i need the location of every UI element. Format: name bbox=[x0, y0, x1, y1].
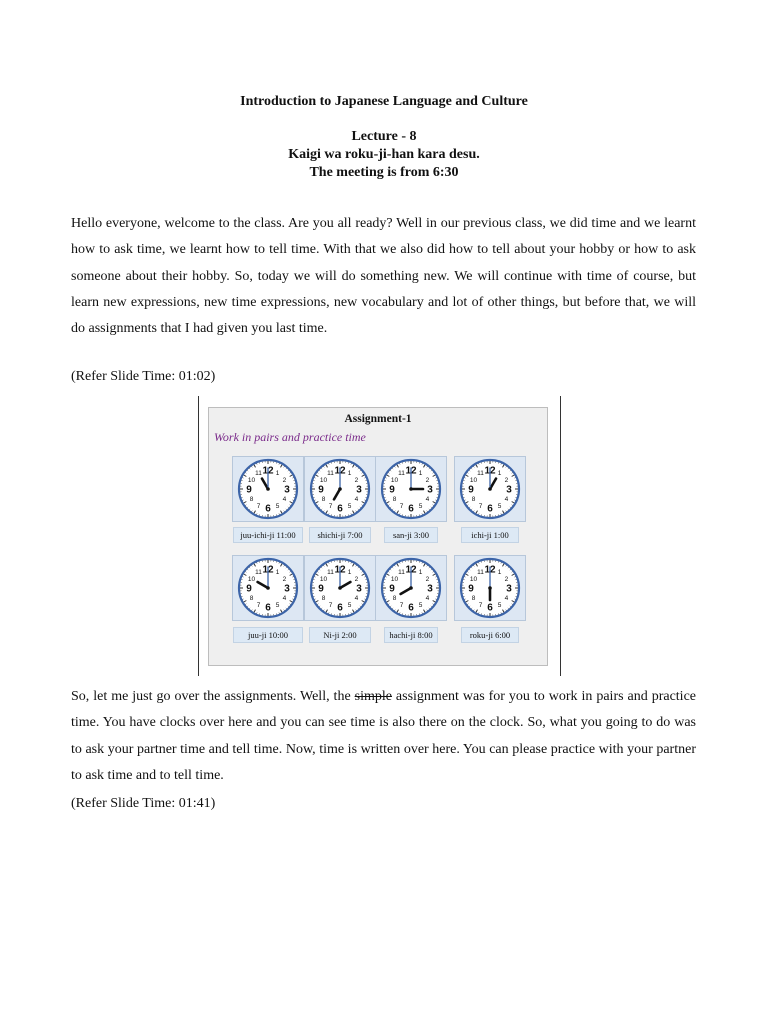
clock-number: 5 bbox=[497, 601, 502, 609]
clock-number: 1 bbox=[347, 569, 352, 577]
clock-number: 7 bbox=[478, 601, 483, 609]
clock-number: 4 bbox=[282, 496, 287, 503]
clock-number: 8 bbox=[321, 496, 326, 503]
clock-number: 10 bbox=[390, 576, 399, 583]
clock-number: 5 bbox=[418, 601, 423, 609]
clock-hub bbox=[488, 586, 492, 590]
clock-number: 6 bbox=[337, 503, 343, 515]
clock-number: 2 bbox=[425, 576, 430, 583]
assignment-text-start: So, let me just go over the assignments. Well, the bbox=[71, 689, 355, 704]
clock-number: 8 bbox=[471, 496, 476, 503]
clock-number: 10 bbox=[247, 576, 256, 583]
clock-number: 8 bbox=[249, 496, 254, 503]
clock-number: 2 bbox=[282, 576, 287, 583]
clock-cell bbox=[304, 456, 376, 522]
clock-number: 5 bbox=[497, 502, 502, 510]
clock-number: 9 bbox=[318, 484, 324, 496]
clock-number: 4 bbox=[425, 496, 430, 503]
clock-number: 3 bbox=[506, 484, 512, 496]
clock-number: 10 bbox=[390, 477, 399, 484]
clock-number: 2 bbox=[354, 477, 359, 484]
clock-label: roku-ji 6:00 bbox=[461, 627, 519, 643]
clock-hub bbox=[338, 586, 342, 590]
clock-number: 2 bbox=[282, 477, 287, 484]
clock-hub bbox=[409, 586, 413, 590]
course-title: Introduction to Japanese Language and Culture bbox=[240, 94, 528, 109]
clock-number: 12 bbox=[334, 465, 346, 477]
refer-slide-time-2: (Refer Slide Time: 01:41) bbox=[71, 796, 216, 811]
clock-face-icon bbox=[455, 457, 525, 521]
clock-number: 6 bbox=[487, 602, 493, 614]
clock-label: hachi-ji 8:00 bbox=[384, 627, 438, 643]
clock-number: 5 bbox=[275, 601, 280, 609]
clock-number: 3 bbox=[427, 484, 433, 496]
assignment-paragraph bbox=[71, 684, 696, 789]
clock-number: 12 bbox=[262, 564, 274, 576]
clock-number: 4 bbox=[504, 496, 509, 503]
clock-cell bbox=[454, 555, 526, 621]
clock-number: 1 bbox=[275, 470, 280, 478]
clock-number: 8 bbox=[249, 595, 254, 602]
clock-number: 6 bbox=[337, 602, 343, 614]
clock-cell bbox=[232, 555, 304, 621]
clock-number: 10 bbox=[469, 477, 478, 484]
clock-number: 10 bbox=[469, 576, 478, 583]
struck-word: simple bbox=[354, 689, 392, 704]
clock-hub bbox=[338, 487, 342, 491]
clock-hub bbox=[266, 487, 270, 491]
clock-number: 11 bbox=[477, 569, 484, 577]
clock-number: 12 bbox=[405, 564, 417, 576]
clock-number: 9 bbox=[246, 583, 252, 595]
clock-face-icon bbox=[305, 457, 375, 521]
clock-number: 7 bbox=[328, 502, 333, 510]
clock-number: 11 bbox=[398, 470, 405, 478]
clock-number: 4 bbox=[425, 595, 430, 602]
clock-number: 11 bbox=[477, 470, 484, 478]
slide-subtitle: Work in pairs and practice time bbox=[214, 430, 366, 444]
clock-number: 9 bbox=[389, 484, 395, 496]
clock-number: 3 bbox=[356, 484, 362, 496]
clock-number: 6 bbox=[265, 602, 271, 614]
clock-number: 3 bbox=[284, 484, 290, 496]
clock-number: 5 bbox=[347, 601, 352, 609]
clock-number: 3 bbox=[356, 583, 362, 595]
clock-number: 8 bbox=[471, 595, 476, 602]
clock-hub bbox=[409, 487, 413, 491]
clock-number: 11 bbox=[255, 569, 262, 577]
clock-number: 7 bbox=[399, 502, 404, 510]
clock-number: 11 bbox=[327, 470, 334, 478]
clock-number: 6 bbox=[408, 503, 414, 515]
clock-label: juu-ji 10:00 bbox=[233, 627, 303, 643]
clock-number: 6 bbox=[408, 602, 414, 614]
clock-number: 7 bbox=[478, 502, 483, 510]
clock-number: 11 bbox=[327, 569, 334, 577]
clock-number: 2 bbox=[425, 477, 430, 484]
clock-number: 1 bbox=[275, 569, 280, 577]
clock-number: 12 bbox=[262, 465, 274, 477]
clock-number: 7 bbox=[256, 502, 261, 510]
slide-title: Assignment-1 bbox=[344, 413, 412, 425]
clock-face-icon bbox=[376, 556, 446, 620]
clock-number: 12 bbox=[484, 564, 496, 576]
clock-number: 8 bbox=[392, 595, 397, 602]
clock-label: shichi-ji 7:00 bbox=[309, 527, 371, 543]
clock-number: 10 bbox=[319, 576, 328, 583]
clock-number: 5 bbox=[418, 502, 423, 510]
clock-number: 3 bbox=[506, 583, 512, 595]
clock-number: 9 bbox=[246, 484, 252, 496]
clock-number: 8 bbox=[321, 595, 326, 602]
clock-cell bbox=[304, 555, 376, 621]
clock-number: 3 bbox=[427, 583, 433, 595]
clock-number: 1 bbox=[497, 470, 502, 478]
clock-number: 4 bbox=[504, 595, 509, 602]
clock-face-icon bbox=[305, 556, 375, 620]
clock-number: 12 bbox=[484, 465, 496, 477]
clock-hub bbox=[266, 586, 270, 590]
clock-number: 8 bbox=[392, 496, 397, 503]
clock-number: 4 bbox=[354, 595, 359, 602]
japanese-title: Kaigi wa roku-ji-han kara desu. bbox=[288, 147, 480, 162]
clock-label: juu-ichi-ji 11:00 bbox=[233, 527, 303, 543]
clock-number: 10 bbox=[319, 477, 328, 484]
clock-number: 9 bbox=[468, 583, 474, 595]
clock-number: 7 bbox=[328, 601, 333, 609]
clock-number: 1 bbox=[347, 470, 352, 478]
clock-label: san-ji 3:00 bbox=[384, 527, 438, 543]
clock-number: 1 bbox=[418, 569, 423, 577]
clock-label: Ni-ji 2:00 bbox=[309, 627, 371, 643]
clock-face-icon bbox=[233, 457, 303, 521]
english-title: The meeting is from 6:30 bbox=[309, 165, 459, 180]
clock-cell bbox=[375, 555, 447, 621]
clock-number: 10 bbox=[247, 477, 256, 484]
intro-paragraph: Hello everyone, welcome to the class. Are you all ready? Well in our previous class, we did time and we learnt how to ask time, we learnt how to tell time. With that we also did how to tell about your hobby or how to ask someone about their hobby. So, today we will do something new. We will continue with time of course, but learn new expressions, new time expressions, new vocabulary and lot of other things, but before that, we will do assignments that I had given you last time. bbox=[71, 216, 696, 337]
clock-number: 3 bbox=[284, 583, 290, 595]
clock-number: 11 bbox=[398, 569, 405, 577]
clock-cell bbox=[375, 456, 447, 522]
clock-label: ichi-ji 1:00 bbox=[461, 527, 519, 543]
clock-number: 9 bbox=[468, 484, 474, 496]
clock-number: 7 bbox=[256, 601, 261, 609]
clock-face-icon bbox=[233, 556, 303, 620]
clock-number: 12 bbox=[334, 564, 346, 576]
assignment-text-rest: assignment was for you to work in pairs and practice time. You have clocks over here and you can see time is also there on the clock. So, what you going to do was to ask your partner time and tell time. Now, time is written over here. You can please practice with your partner to ask time and to tell time. bbox=[71, 689, 696, 783]
clock-cell bbox=[454, 456, 526, 522]
clock-number: 9 bbox=[318, 583, 324, 595]
clock-number: 6 bbox=[487, 503, 493, 515]
clock-number: 2 bbox=[354, 576, 359, 583]
clock-number: 5 bbox=[347, 502, 352, 510]
clock-face-icon bbox=[376, 457, 446, 521]
clock-face-icon bbox=[455, 556, 525, 620]
clock-number: 12 bbox=[405, 465, 417, 477]
clock-hub bbox=[488, 487, 492, 491]
clock-number: 9 bbox=[389, 583, 395, 595]
clock-number: 4 bbox=[282, 595, 287, 602]
lecture-number: Lecture - 8 bbox=[351, 129, 417, 144]
clock-number: 2 bbox=[504, 477, 509, 484]
clock-number: 1 bbox=[497, 569, 502, 577]
clock-number: 11 bbox=[255, 470, 262, 478]
clock-cell bbox=[232, 456, 304, 522]
clock-number: 6 bbox=[265, 503, 271, 515]
clock-number: 1 bbox=[418, 470, 423, 478]
refer-slide-time-1: (Refer Slide Time: 01:02) bbox=[71, 369, 216, 384]
clock-number: 4 bbox=[354, 496, 359, 503]
assignment-slide bbox=[208, 407, 548, 666]
clock-number: 7 bbox=[399, 601, 404, 609]
clock-number: 2 bbox=[504, 576, 509, 583]
clock-number: 5 bbox=[275, 502, 280, 510]
